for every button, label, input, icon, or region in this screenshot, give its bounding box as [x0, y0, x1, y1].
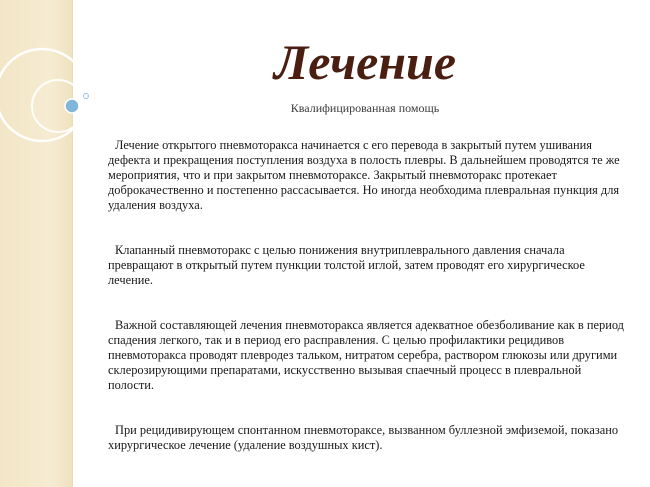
paragraph: При рецидивирующем спонтанном пневмотораксе, вызванном буллезной эмфиземой, показано хирургическое лечение (удаление воздушных кист).	[108, 423, 619, 452]
decorative-sidebar	[0, 0, 73, 487]
slide-subtitle: Квалифицированная помощь	[290, 101, 440, 115]
paragraph: Важной составляющей лечения пневмоторакса является адекватное обезболивание как в период спадения легкого, так и в период его расправления. С целью профилактики рецидивов пневмоторакса проводят плевродез тальком, нитратом серебра, раствором глюкозы или другими склерозирующими препаратами, искусственно вызывая спаечный процесс в плевральной полости.	[108, 318, 624, 392]
paragraph: Клапанный пневмоторакс с целью понижения внутриплеврального давления сначала превращают в открытый путем пункции толстой иглой, затем проводят его хирургическое лечение.	[108, 243, 585, 287]
slide-title: Лечение	[273, 34, 457, 90]
paragraph: Лечение открытого пневмоторакса начинается с его перевода в закрытый путем ушивания дефекта и прекращения поступления воздуха в полость плевры. В дальнейшем проводятся те же мероприятия, что и при закрытом пневмотораксе. Закрытый пневмоторакс протекает доброкачественно и постепенно рассасывается. Но иногда необходима плевральная пункция для удаления воздуха.	[108, 138, 620, 212]
small-dot-icon	[84, 94, 89, 99]
slide-body	[108, 138, 628, 483]
